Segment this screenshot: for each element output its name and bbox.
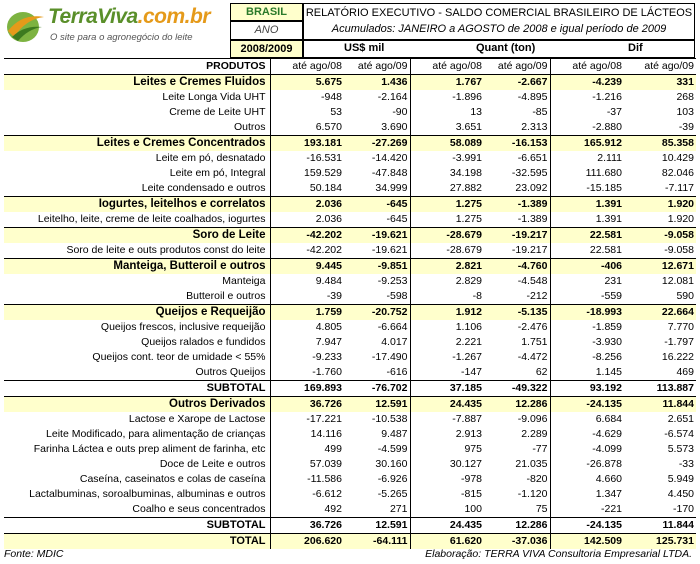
value-cell: -19.621	[371, 244, 408, 256]
value-cell: 16.222	[661, 351, 694, 363]
country-label: BRASIL	[230, 3, 303, 21]
value-cell: -76.702	[344, 381, 410, 397]
value-cell: 24.435	[410, 397, 484, 413]
value-cell: 1.767	[410, 75, 484, 91]
value-cell: 14.116	[270, 427, 344, 442]
value-cell: -170	[672, 503, 694, 515]
value-cell: -47.848	[371, 167, 408, 179]
value-cell: 5.573	[667, 443, 694, 455]
value-cell: 21.035	[515, 458, 548, 470]
value-cell: 1.391	[550, 212, 624, 228]
row-label: Iogurtes, leitelhos e correlatos	[4, 197, 270, 213]
product-row	[4, 212, 696, 228]
value-cell: -4.629	[550, 427, 624, 442]
subtotal-row	[4, 518, 696, 534]
value-cell: 2.913	[410, 427, 484, 442]
value-cell: -820	[526, 473, 548, 485]
value-cell: -39	[270, 289, 344, 305]
value-cell: -26.878	[550, 457, 624, 472]
value-cell: 1.391	[550, 197, 624, 213]
product-row	[4, 365, 696, 381]
value-cell: 62	[535, 366, 548, 378]
value-cell: -77	[532, 443, 548, 455]
row-label: Caseína, caseinatos e colas de caseína	[79, 473, 266, 485]
brand-name: TerraViva.com.br	[48, 5, 211, 28]
value-cell: 142.509	[550, 534, 624, 550]
value-cell: 12.671	[624, 259, 696, 275]
row-label: Leite condensado e outros	[141, 182, 266, 194]
value-cell: -19.621	[344, 228, 410, 244]
value-cell: -32.595	[511, 167, 548, 179]
value-cell: -3.930	[550, 335, 624, 350]
value-cell: 4.017	[381, 336, 408, 348]
value-cell: 5.949	[667, 473, 694, 485]
value-cell: -1.120	[517, 488, 548, 500]
product-row	[4, 350, 696, 365]
value-cell: -6.926	[377, 473, 408, 485]
value-cell: -559	[550, 289, 624, 305]
value-cell: 75	[535, 503, 548, 515]
value-cell: 159.529	[270, 166, 344, 181]
value-cell: 169.893	[270, 381, 344, 397]
value-cell: -9.233	[270, 350, 344, 365]
period-header: até ago/09	[624, 59, 696, 75]
value-cell: -9.096	[517, 413, 548, 425]
value-cell: 7.770	[667, 321, 694, 333]
value-cell: 125.731	[624, 534, 696, 550]
row-label: Manteiga, Butteroil e outros	[4, 259, 270, 275]
value-cell: 85.358	[624, 136, 696, 152]
footer	[4, 548, 696, 560]
product-row	[4, 105, 696, 120]
value-cell: -85	[532, 106, 548, 118]
value-cell: 1.436	[344, 75, 410, 91]
value-cell: -4.895	[517, 91, 548, 103]
value-cell: 2.651	[667, 413, 694, 425]
value-cell: -24.135	[550, 397, 624, 413]
value-cell: 1.106	[410, 320, 484, 335]
report-title: RELATÓRIO EXECUTIVO - SALDO COMERCIAL BRASILEIRO DE LÁCTEOS	[305, 7, 693, 19]
value-cell: -815	[410, 487, 484, 502]
product-row	[4, 335, 696, 350]
value-cell: -1.216	[550, 90, 624, 105]
value-cell: 36.726	[270, 518, 344, 534]
value-cell: -4.472	[517, 351, 548, 363]
value-cell: -16.153	[484, 136, 550, 152]
value-cell: -49.322	[484, 381, 550, 397]
value-cell: 22.664	[624, 305, 696, 321]
value-cell: 7.947	[270, 335, 344, 350]
product-row	[4, 120, 696, 136]
value-cell: -18.993	[550, 305, 624, 321]
value-cell: -1.859	[550, 320, 624, 335]
brand-tagline: O site para o agronegócio do leite	[50, 32, 193, 43]
product-row	[4, 487, 696, 502]
subtotal-row	[4, 381, 696, 397]
value-cell: 12.286	[484, 397, 550, 413]
category-row	[4, 197, 696, 213]
value-cell: 103	[676, 106, 694, 118]
row-label: Manteiga	[222, 275, 266, 287]
value-cell: -37.036	[484, 534, 550, 550]
row-label: Farinha Láctea e outs prep aliment de farinha, etc	[33, 443, 266, 455]
row-label: Outros Queijos	[195, 366, 266, 378]
value-cell: -4.760	[484, 259, 550, 275]
value-cell: 36.726	[270, 397, 344, 413]
value-cell: -5.265	[377, 488, 408, 500]
product-row	[4, 457, 696, 472]
value-cell: 111.680	[550, 166, 624, 181]
product-row	[4, 502, 696, 518]
value-cell: 82.046	[661, 167, 694, 179]
value-cell: -24.135	[550, 518, 624, 534]
value-cell: -1.267	[410, 350, 484, 365]
value-cell: -2.667	[484, 75, 550, 91]
value-cell: 4.450	[667, 488, 694, 500]
value-cell: -9.058	[624, 228, 696, 244]
category-row	[4, 75, 696, 91]
period-header: até ago/08	[410, 59, 484, 75]
value-cell: -221	[550, 502, 624, 518]
category-row	[4, 305, 696, 321]
value-cell: -5.135	[484, 305, 550, 321]
value-cell: 9.445	[270, 259, 344, 275]
value-cell: -8	[410, 289, 484, 305]
row-label: Queijos e Requeijão	[4, 305, 270, 321]
value-cell: -1.896	[410, 90, 484, 105]
period-label: 2008/2009	[230, 40, 303, 58]
value-cell: 1.275	[410, 212, 484, 228]
value-cell: -28.679	[410, 228, 484, 244]
value-cell: 53	[270, 105, 344, 120]
value-cell: -1.389	[484, 197, 550, 213]
value-cell: -9.058	[664, 244, 694, 256]
value-cell: 11.844	[624, 518, 696, 534]
value-cell: -598	[386, 290, 408, 302]
value-cell: 1.920	[624, 197, 696, 213]
value-cell: 6.684	[550, 412, 624, 427]
product-row	[4, 274, 696, 289]
category-row	[4, 228, 696, 244]
value-cell: -6.612	[270, 487, 344, 502]
value-cell: -7.117	[665, 182, 694, 194]
value-cell: 24.435	[410, 518, 484, 534]
value-cell: -2.164	[377, 91, 408, 103]
row-label: SUBTOTAL	[4, 518, 270, 534]
value-cell: 12.591	[344, 397, 410, 413]
value-cell: 2.289	[521, 428, 548, 440]
value-cell: -6.651	[517, 152, 548, 164]
value-cell: 2.036	[270, 212, 344, 228]
product-row	[4, 412, 696, 427]
row-label: TOTAL	[4, 534, 270, 550]
quant-group-header: Quant (ton)	[476, 42, 536, 54]
value-cell: 268	[676, 91, 694, 103]
period-header: até ago/08	[550, 59, 624, 75]
row-label: SUBTOTAL	[4, 381, 270, 397]
value-cell: 1.920	[667, 213, 694, 225]
value-cell: 34.198	[410, 166, 484, 181]
value-cell: 271	[389, 503, 408, 515]
value-cell: 2.111	[550, 151, 624, 166]
value-cell: 23.092	[515, 182, 548, 194]
value-cell: 22.581	[550, 243, 624, 259]
value-cell: 12.081	[661, 275, 694, 287]
value-cell: 11.844	[624, 397, 696, 413]
value-cell: 113.887	[624, 381, 696, 397]
category-row	[4, 136, 696, 152]
value-cell: 1.275	[410, 197, 484, 213]
value-cell: -4.239	[550, 75, 624, 91]
value-cell: -1.760	[270, 365, 344, 381]
value-cell: 1.145	[550, 365, 624, 381]
value-cell: 1.912	[410, 305, 484, 321]
report-header	[0, 0, 700, 61]
value-cell: 34.999	[375, 182, 408, 194]
value-cell: -39	[678, 121, 694, 133]
value-cell: 12.286	[484, 518, 550, 534]
product-row	[4, 151, 696, 166]
row-label: Lactalbuminas, soroalbuminas, albuminas e outros	[29, 488, 266, 500]
value-cell: -27.269	[344, 136, 410, 152]
value-cell: 2.829	[410, 274, 484, 289]
row-label: Queijos frescos, inclusive requeijão	[100, 321, 266, 333]
row-label: Leites e Cremes Concentrados	[4, 136, 270, 152]
product-row	[4, 90, 696, 105]
value-cell: -17.221	[270, 412, 344, 427]
value-cell: -17.490	[371, 351, 408, 363]
value-cell: -15.185	[550, 181, 624, 197]
value-cell: 37.185	[410, 381, 484, 397]
category-row	[4, 397, 696, 413]
value-cell: -6.574	[664, 428, 694, 440]
value-cell: 2.221	[410, 335, 484, 350]
value-cell: -42.202	[270, 228, 344, 244]
product-row	[4, 427, 696, 442]
value-cell: -948	[270, 90, 344, 105]
report-subtitle: Acumulados: JANEIRO a AGOSTO de 2008 e igual período de 2009	[331, 23, 667, 35]
trade-balance-table	[4, 58, 696, 549]
dif-group-header: Dif	[628, 42, 643, 54]
value-cell: -1.797	[664, 336, 694, 348]
value-cell: 27.882	[410, 181, 484, 197]
value-cell: -406	[550, 259, 624, 275]
value-cell: 58.089	[410, 136, 484, 152]
value-cell: -20.752	[344, 305, 410, 321]
value-cell: 30.160	[375, 458, 408, 470]
value-cell: -11.586	[270, 472, 344, 487]
terraviva-logo[interactable]	[4, 3, 226, 47]
value-cell: -212	[526, 290, 548, 302]
value-cell: -19.217	[511, 244, 548, 256]
row-label: Queijos ralados e fundidos	[141, 336, 266, 348]
value-cell: -8.256	[550, 350, 624, 365]
value-cell: 100	[410, 502, 484, 518]
row-label: Leitelho, leite, creme de leite coalhados, iogurtes	[37, 213, 266, 225]
value-cell: 3.690	[381, 121, 408, 133]
value-cell: 6.570	[270, 120, 344, 136]
product-row	[4, 166, 696, 181]
value-cell: 499	[270, 442, 344, 457]
value-cell: 12.591	[344, 518, 410, 534]
value-cell: 2.313	[521, 121, 548, 133]
report-title-box	[303, 3, 695, 40]
value-cell: 590	[676, 290, 694, 302]
value-cell: 2.036	[270, 197, 344, 213]
value-cell: -19.217	[484, 228, 550, 244]
column-group-header	[303, 40, 695, 58]
row-label: Leite Modificado, para alimentação de crianças	[46, 428, 266, 440]
period-header: até ago/09	[344, 59, 410, 75]
value-cell: 2.821	[410, 259, 484, 275]
value-cell: -14.420	[371, 152, 408, 164]
value-cell: -4.099	[550, 442, 624, 457]
row-label: Queijos cont. teor de umidade < 55%	[92, 351, 266, 363]
row-label: Coalho e seus concentrados	[132, 503, 266, 515]
product-row	[4, 289, 696, 305]
value-cell: -10.538	[371, 413, 408, 425]
value-cell: 30.127	[410, 457, 484, 472]
value-cell: 165.912	[550, 136, 624, 152]
value-cell: 1.759	[270, 305, 344, 321]
value-cell: -4.548	[517, 275, 548, 287]
value-cell: 50.184	[270, 181, 344, 197]
globe-swoosh-icon	[4, 7, 46, 45]
row-label: Leite em pó, desnatado	[155, 152, 266, 164]
value-cell: -16.531	[270, 151, 344, 166]
author-note: Elaboração: TERRA VIVA Consultoria Empresarial LTDA.	[425, 548, 692, 560]
value-cell: 492	[270, 502, 344, 518]
year-label: ANO	[230, 21, 303, 40]
value-cell: -6.664	[377, 321, 408, 333]
value-cell: -616	[386, 366, 408, 378]
value-cell: -42.202	[270, 243, 344, 259]
row-label: Outros	[233, 121, 266, 133]
value-cell: -9.851	[344, 259, 410, 275]
source-note: Fonte: MDIC	[4, 548, 64, 560]
value-cell: 22.581	[550, 228, 624, 244]
value-cell: -645	[344, 197, 410, 213]
product-row	[4, 243, 696, 259]
row-label: Leite Longa Vida UHT	[162, 91, 266, 103]
value-cell: 9.484	[270, 274, 344, 289]
value-cell: 93.192	[550, 381, 624, 397]
value-cell: -645	[386, 213, 408, 225]
value-cell: 4.805	[270, 320, 344, 335]
usd-group-header: US$ mil	[344, 42, 385, 54]
row-label: Butteroil e outros	[186, 290, 266, 302]
total-row	[4, 534, 696, 550]
value-cell: -37	[550, 105, 624, 120]
value-cell: -1.389	[517, 213, 548, 225]
value-cell: 4.660	[550, 472, 624, 487]
value-cell: 61.620	[410, 534, 484, 550]
value-cell: -4.599	[377, 443, 408, 455]
value-cell: 57.039	[270, 457, 344, 472]
value-cell: -33	[678, 458, 694, 470]
value-cell: 1.347	[550, 487, 624, 502]
product-row	[4, 472, 696, 487]
value-cell: 9.487	[381, 428, 408, 440]
value-cell: -64.111	[344, 534, 410, 550]
value-cell: 5.675	[270, 75, 344, 91]
period-header: até ago/08	[270, 59, 344, 75]
value-cell: -2.476	[517, 321, 548, 333]
row-label: Leites e Cremes Fluidos	[4, 75, 270, 91]
row-label: Outros Derivados	[4, 397, 270, 413]
value-cell: -147	[410, 365, 484, 381]
value-cell: -7.887	[410, 412, 484, 427]
row-label: Creme de Leite UHT	[169, 106, 266, 118]
row-label: Leite em pó, Integral	[169, 167, 266, 179]
value-cell: 1.751	[521, 336, 548, 348]
value-cell: 975	[410, 442, 484, 457]
value-cell: 3.651	[410, 120, 484, 136]
period-header: até ago/09	[484, 59, 550, 75]
value-cell: 469	[676, 366, 694, 378]
value-cell: -90	[392, 106, 408, 118]
value-cell: 331	[624, 75, 696, 91]
value-cell: 10.429	[661, 152, 694, 164]
value-cell: -3.991	[410, 151, 484, 166]
row-label: Soro de Leite	[4, 228, 270, 244]
value-cell: 13	[410, 105, 484, 120]
row-label: Doce de Leite e outros	[159, 458, 266, 470]
value-cell: -978	[410, 472, 484, 487]
product-row	[4, 320, 696, 335]
category-row	[4, 259, 696, 275]
value-cell: 231	[550, 274, 624, 289]
value-cell: -28.679	[410, 243, 484, 259]
value-cell: -2.880	[550, 120, 624, 136]
row-label: Soro de leite e outs produtos const do leite	[66, 244, 266, 256]
value-cell: -9.253	[377, 275, 408, 287]
row-label: Lactose e Xarope de Lactose	[128, 413, 266, 425]
table-header-row	[4, 59, 696, 75]
value-cell: 193.181	[270, 136, 344, 152]
value-cell: 206.620	[270, 534, 344, 550]
product-row	[4, 181, 696, 197]
products-header: PRODUTOS	[4, 59, 270, 75]
product-row	[4, 442, 696, 457]
